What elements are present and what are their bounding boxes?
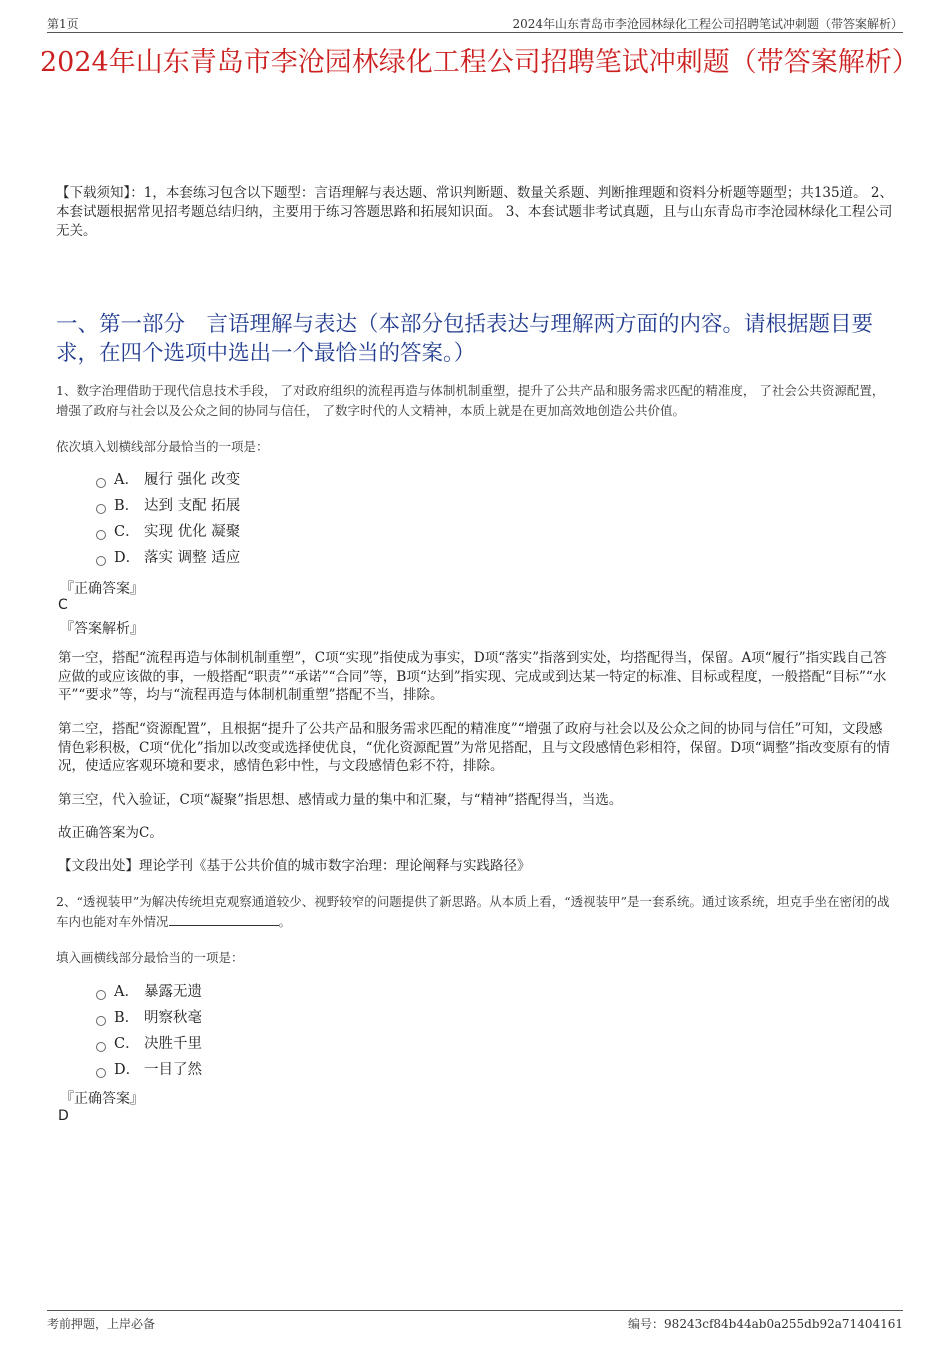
option-d[interactable]: D． 落实 调整 适应 xyxy=(96,545,240,571)
question-1-instruction: 依次填入划横线部分最恰当的一项是： xyxy=(56,439,269,454)
option-c[interactable]: C． 实现 优化 凝聚 xyxy=(96,519,240,545)
option-b[interactable]: B． 达到 支配 拓展 xyxy=(96,493,240,519)
option-c[interactable]: C． 决胜千里 xyxy=(96,1031,202,1057)
analysis-label: 『答案解析』 xyxy=(60,621,144,637)
radio-icon[interactable] xyxy=(96,530,106,540)
analysis-paragraph-1: 第一空，搭配“流程再造与体制机制重塑”，C项“实现”指使成为事实，D项“落实”指落到实处，均搭配得当，保留。A项“履行”指实践自己答应做的或应该做的事，一般搭配“职责”“承诺”“合同”等，B项“达到”指实现、完成或到达某一特定的标准、目标或程度，一般搭配“目标”“水平”“要求”等，均与“流程再造与体制机制重塑”搭配不当，排除。 xyxy=(58,650,887,703)
question-2-options xyxy=(96,979,202,1083)
header-doc-title: 2024年山东青岛市李沧园林绿化工程公司招聘笔试冲刺题（带答案解析） xyxy=(512,17,903,31)
radio-icon[interactable] xyxy=(96,990,106,1000)
correct-answer: C xyxy=(58,597,68,613)
question-2-instruction: 填入画横线部分最恰当的一项是： xyxy=(56,950,244,965)
analysis-paragraph-3: 第三空，代入验证，C项“凝聚”指思想、感情或力量的集中和汇聚，与“精神”搭配得当，当选。 xyxy=(58,792,623,808)
download-notice: 【下载须知】：1，本套练习包含以下题型：言语理解与表达题、常识判断题、数量关系题、判断推理题和资料分析题等题型；共135道。 2、本套试题根据常见招考题总结归纳，主要用于练习答题思路和拓展知识面。 3、本套试题非考试真题，且与山东青岛市李沧园林绿化工程公司无关。 xyxy=(56,185,893,239)
page-number: 第1页 xyxy=(47,17,79,31)
footer-slogan: 考前押题，上岸必备 xyxy=(47,1317,156,1331)
section-heading: 一、第一部分 言语理解与表达（本部分包括表达与理解两方面的内容。请根据题目要求，在四个选项中选出一个最恰当的答案。） xyxy=(56,312,874,366)
source-citation: 【文段出处】理论学刊《基于公共价值的城市数字治理：理论阐释与实践路径》 xyxy=(58,858,531,874)
radio-icon[interactable] xyxy=(96,504,106,514)
page-footer xyxy=(47,1310,903,1331)
page-header xyxy=(47,14,903,33)
option-a[interactable]: A． 履行 强化 改变 xyxy=(96,467,240,493)
correct-answer-label: 『正确答案』 xyxy=(60,1091,144,1107)
document-serial: 编号：98243cf84b44ab0a255db92a71404161 xyxy=(628,1317,903,1331)
analysis-paragraph-2: 第二空，搭配“资源配置”，且根据“提升了公共产品和服务需求匹配的精准度”“增强了政府与社会以及公众之间的协同与信任”可知，文段感情色彩积极，C项“优化”指加以改变或选择使优良，“优化资源配置”为常见搭配，且与文段感情色彩相符，保留。D项“调整”指改变原有的情况，使适应客观环境和要求，感情色彩中性，与文段感情色彩不符，排除。 xyxy=(58,721,891,774)
fill-blank xyxy=(169,913,279,926)
correct-answer: D xyxy=(58,1108,69,1124)
document-title: 2024年山东青岛市李沧园林绿化工程公司招聘笔试冲刺题（带答案解析） xyxy=(40,47,919,78)
option-b[interactable]: B． 明察秋毫 xyxy=(96,1005,202,1031)
radio-icon[interactable] xyxy=(96,1016,106,1026)
radio-icon[interactable] xyxy=(96,1068,106,1078)
question-2-text: 2、“透视装甲”为解决传统坦克观察通道较少、视野较窄的问题提供了新思路。从本质上看，“透视装甲”是一套系统。通过该系统，坦克手坐在密闭的战车内也能对车外情况 。 xyxy=(56,894,890,929)
question-1-text: 1、数字治理借助于现代信息技术手段， 了对政府组织的流程再造与体制机制重塑，提升了公共产品和服务需求匹配的精准度， 了社会公共资源配置，增强了政府与社会以及公众之间的协同与信任， 了数字时代的人文精神，本质上就是在更加高效地创造公共价值。 xyxy=(56,383,885,418)
radio-icon[interactable] xyxy=(96,556,106,566)
correct-answer-label: 『正确答案』 xyxy=(60,581,144,597)
question-1-options xyxy=(96,467,240,571)
radio-icon[interactable] xyxy=(96,1042,106,1052)
analysis-conclusion: 故正确答案为C。 xyxy=(58,825,163,841)
option-d[interactable]: D． 一目了然 xyxy=(96,1057,202,1083)
radio-icon[interactable] xyxy=(96,478,106,488)
option-a[interactable]: A． 暴露无遗 xyxy=(96,979,202,1005)
